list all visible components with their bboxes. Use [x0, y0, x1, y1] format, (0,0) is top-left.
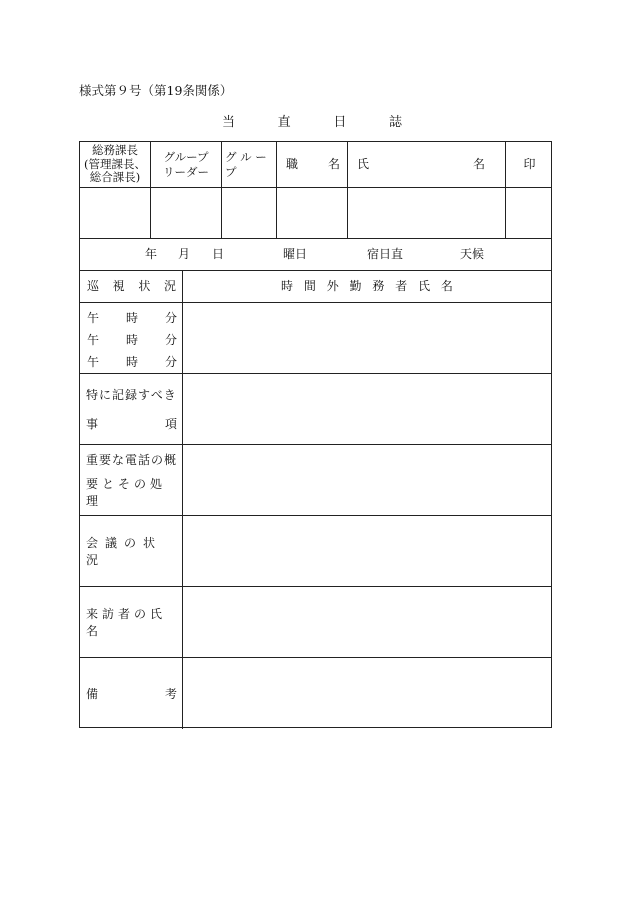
- weekday-label: 曜日: [282, 247, 307, 261]
- rule: [221, 142, 222, 238]
- special-notes-label: [86, 374, 177, 444]
- rule: [347, 142, 348, 238]
- label-text: 事: [86, 417, 99, 431]
- header-text: 職: [286, 157, 299, 171]
- time-row: [87, 329, 177, 351]
- time-char: 午: [87, 333, 100, 347]
- header-text: 況: [163, 279, 176, 293]
- header-text: 氏: [357, 157, 370, 171]
- duty-log-table: [79, 141, 552, 728]
- header-text: 名: [440, 279, 453, 293]
- title-char: 誌: [388, 115, 402, 130]
- time-char: 時: [125, 355, 138, 369]
- time-char: 時: [125, 333, 138, 347]
- header-text: 時: [281, 279, 294, 293]
- visitors-label: [86, 587, 177, 657]
- label-text: 来訪者の氏名: [86, 607, 167, 638]
- title-char: 直: [277, 115, 291, 130]
- header-text: グループ: [163, 149, 209, 164]
- time-char: 分: [164, 355, 177, 369]
- title-char: 日: [333, 115, 347, 130]
- header-text: グ ル ー: [225, 149, 267, 164]
- header-text: 総合課長): [89, 170, 141, 185]
- header-text: 勤: [349, 279, 362, 293]
- header-text: プ: [225, 164, 237, 179]
- label-text: 備: [86, 686, 99, 701]
- weather-label: 天候: [459, 247, 484, 261]
- time-row: [87, 307, 177, 329]
- form-reference: 様式第９号（第19条関係）: [79, 83, 233, 98]
- remarks-label: [86, 658, 177, 728]
- year-label: 年: [144, 247, 157, 261]
- label-text: 考: [164, 686, 177, 701]
- header-text: 状: [138, 279, 151, 293]
- label-text: 特に記録すべき: [86, 388, 177, 402]
- label-text: 会議の状況: [86, 536, 163, 567]
- title-char: 当: [222, 115, 236, 130]
- label-line: [86, 415, 177, 432]
- label-text: 要とその処理: [86, 476, 167, 508]
- header-text: 間: [303, 279, 316, 293]
- header-text: 視: [112, 279, 125, 293]
- label-text: 項: [164, 417, 177, 431]
- time-entries-label: [87, 303, 177, 373]
- day-label: 日: [211, 247, 224, 261]
- header-text: 務: [372, 279, 385, 293]
- time-char: 分: [164, 333, 177, 347]
- month-label: 月: [177, 247, 190, 261]
- seal-header: 印: [523, 157, 536, 171]
- label-text: 重要な電話の概: [86, 453, 178, 468]
- rule: [182, 270, 183, 729]
- time-char: 午: [87, 355, 100, 369]
- group-header: [225, 142, 275, 187]
- header-text: 名: [327, 157, 340, 171]
- rule: [276, 142, 277, 238]
- dept-head-header: [80, 142, 150, 187]
- header-text: 者: [395, 279, 408, 293]
- label-line: [86, 685, 177, 702]
- group-leader-header: [151, 142, 221, 187]
- time-row: [87, 351, 177, 373]
- duty-label: 宿日直: [366, 247, 403, 261]
- overtime-workers-header: [281, 271, 453, 302]
- header-text: 総務課長: [92, 142, 138, 157]
- document-title: [222, 111, 402, 130]
- header-text: リーダー: [163, 164, 209, 179]
- name-header: [357, 142, 485, 187]
- meetings-label: [86, 516, 177, 586]
- header-text: (管理課長、: [84, 156, 146, 171]
- header-text: 名: [472, 157, 485, 171]
- job-title-header: [286, 142, 340, 187]
- header-text: 巡: [87, 279, 100, 293]
- time-char: 分: [164, 311, 177, 325]
- patrol-status-header: [87, 271, 176, 302]
- header-text: 外: [326, 279, 339, 293]
- time-char: 時: [125, 311, 138, 325]
- header-text: 氏: [418, 279, 431, 293]
- time-char: 午: [87, 311, 100, 325]
- important-calls-label: [86, 445, 177, 515]
